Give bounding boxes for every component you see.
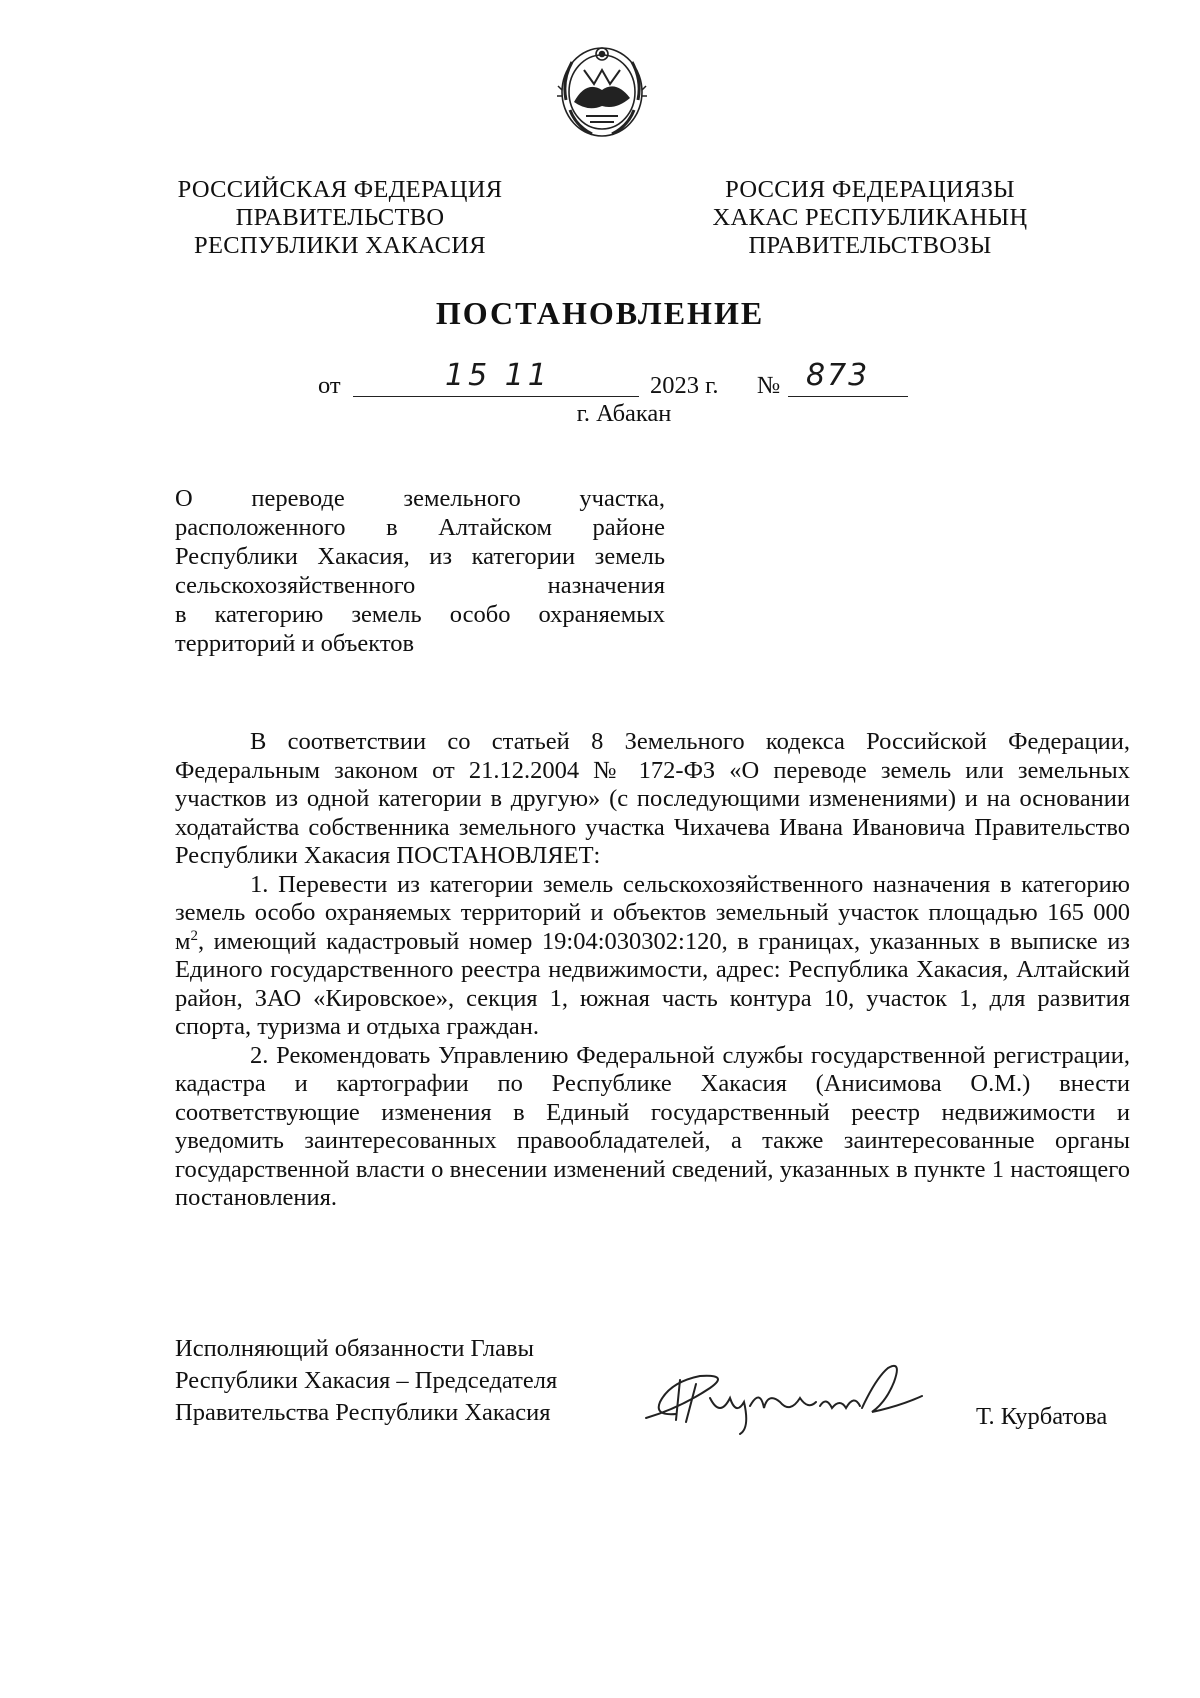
header-left-line: ПРАВИТЕЛЬСТВО (235, 204, 445, 231)
subject-line: Республики Хакасия, из категории земель (175, 543, 665, 570)
dateline (0, 358, 1200, 402)
subject-line: сельскохозяйственного назначения (175, 572, 665, 599)
document-body (175, 728, 1130, 1213)
subject-block (175, 484, 665, 658)
signatory-position-line: Правительства Республики Хакасия (175, 1399, 551, 1426)
subject-line: территорий и объектов (175, 630, 415, 657)
handwritten-date: 15 11 (445, 358, 551, 393)
city-name: г. Абакан (576, 400, 672, 427)
coat-of-arms-emblem (556, 40, 648, 140)
item1-text-a: 1. Перевести из категории земель сельскохозяйственного назначения в категорию земель особо охраняемых территорий и объектов земельный участок площадью 165 000 м (175, 870, 1130, 955)
header-right-line: ХАКАС РЕСПУБЛИКАНЫҢ (712, 204, 1028, 231)
date-underline (353, 396, 639, 397)
signatory-name: Т. Курбатова (976, 1403, 1108, 1430)
header-left-block (160, 176, 520, 260)
date-year: 2023 г. (650, 372, 719, 399)
header-right-line: ПРАВИТЕЛЬСТВОЗЫ (748, 232, 992, 259)
date-from-label: от (318, 372, 341, 399)
header-left-line: РОССИЙСКАЯ ФЕДЕРАЦИЯ (177, 176, 503, 203)
subject-line: О переводе земельного участка, (175, 485, 665, 512)
header-left-line: РЕСПУБЛИКИ ХАКАСИЯ (194, 232, 486, 259)
subject-line: в категорию земель особо охраняемых (175, 601, 665, 628)
handwritten-signature (640, 1358, 930, 1438)
document-title: ПОСТАНОВЛЕНИЕ (435, 295, 765, 331)
header-right-block (680, 176, 1060, 260)
signatory-position-line: Республики Хакасия – Председателя (175, 1367, 558, 1394)
header-right-line: РОССИЯ ФЕДЕРАЦИЯЗЫ (725, 176, 1015, 203)
signatory-position (175, 1333, 595, 1429)
number-label: № (757, 372, 781, 399)
signatory-position-line: Исполняющий обязанности Главы (175, 1335, 535, 1362)
body-item-2: 2. Рекомендовать Управлению Федеральной службы государственной регистрации, кадастра и картографии по Республике Хакасия (Анисимова О.М.) внести соответствующие изменения в Единый государственный реестр недвижимости и уведомить заинтересованных правообладателей, а также заинтересованные органы государственной власти о внесении изменений сведений, указанных в пункте 1 настоящего постановления. (175, 1041, 1130, 1211)
number-underline (788, 396, 908, 397)
handwritten-number: 873 (806, 358, 870, 393)
item1-superscript: 2 (190, 927, 199, 944)
body-item-1 (175, 871, 1130, 1042)
body-intro-paragraph: В соответствии со статьей 8 Земельного кодекса Российской Федерации, Федеральным законом от 21.12.2004 № 172-ФЗ «О переводе земель или земельных участков из одной категории в другую» (с последующими изменениями) и на основании ходатайства собственника земельного участка Чихачева Ивана Ивановича Правительство Республики Хакасия ПОСТАНОВЛЯЕТ: (175, 728, 1130, 869)
item1-text-b: , имеющий кадастровый номер 19:04:030302:120, в границах, указанных в выписке из Единого государственного реестра недвижимости, адрес: Республика Хакасия, Алтайский район, ЗАО «Кировское», секция 1, южная часть контура 10, участок 1, для развития спорта, туризма и отдыха граждан. (175, 927, 1130, 1040)
subject-line: расположенного в Алтайском районе (175, 514, 665, 541)
city-line (0, 400, 1200, 428)
